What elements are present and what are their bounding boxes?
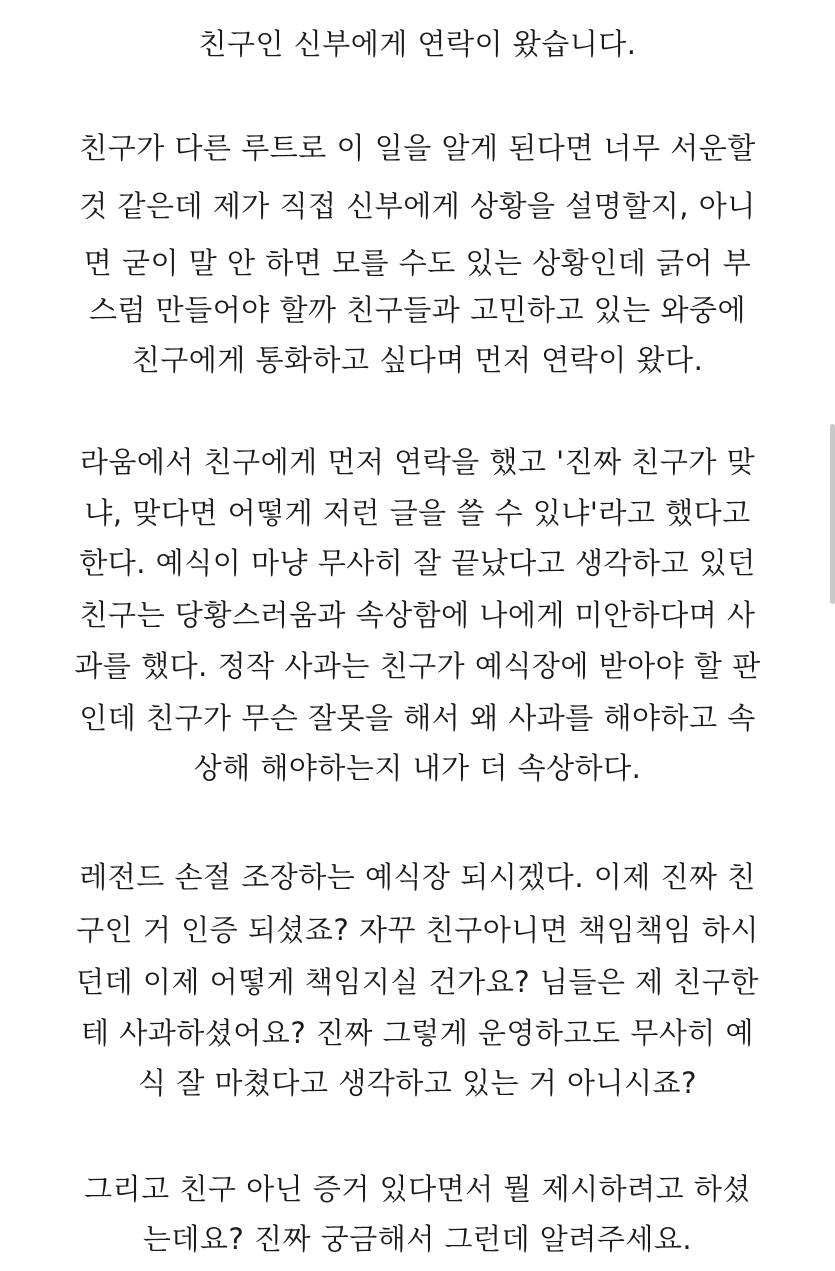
text-line: 테 사과하셨어요? 진짜 그렇게 운영하고도 무사히 예 (81, 1016, 754, 1050)
text-line: 레전드 손절 조장하는 예식장 되시겠다. 이제 진짜 친 (79, 860, 756, 894)
text-line: 과를 했다. 정작 사과는 친구가 예식장에 받아야 할 판 (74, 649, 761, 683)
text-line: 그리고 친구 아닌 증거 있다면서 뭘 제시하려고 하셨 (84, 1172, 751, 1206)
text-line: 친구에게 통화하고 싶다며 먼저 연락이 왔다. (131, 343, 704, 377)
text-line: 친구는 당황스러움과 속상함에 나에게 미안하다며 사 (79, 598, 756, 632)
text-line: 스럼 만들어야 할까 친구들과 고민하고 있는 와중에 (88, 293, 747, 327)
text-line: 냐, 맞다면 어떻게 저런 글을 쓸 수 있냐'라고 했다고 (84, 496, 751, 530)
text-line: 라움에서 친구에게 먼저 연락을 했고 '진짜 친구가 맞 (79, 445, 756, 479)
text-line: 식 잘 마쳤다고 생각하고 있는 거 아니시죠? (138, 1066, 697, 1100)
text-line: 것 같은데 제가 직접 신부에게 상황을 설명할지, 아니 (79, 189, 756, 223)
text-line: 한다. 예식이 마냥 무사히 잘 끝났다고 생각하고 있던 (79, 546, 756, 580)
scrollbar-thumb[interactable] (830, 424, 835, 604)
text-line: 상해 해야하는지 내가 더 속상하다. (193, 751, 642, 785)
text-line: 친구인 신부에게 연락이 왔습니다. (198, 27, 637, 61)
text-line: 면 굳이 말 안 하면 모를 수도 있는 상황인데 긁어 부 (83, 246, 752, 280)
text-line: 는데요? 진짜 궁금해서 그런데 알려주세요. (142, 1222, 693, 1256)
text-line: 던데 이제 어떻게 책임지실 건가요? 님들은 제 친구한 (76, 965, 759, 999)
text-line: 친구가 다른 루트로 이 일을 알게 된다면 너무 서운할 (79, 131, 756, 165)
text-line: 인데 친구가 무슨 잘못을 해서 왜 사과를 해야하고 속 (79, 701, 756, 735)
text-line: 구인 거 인증 되셨죠? 자꾸 친구아니면 책임책임 하시 (76, 913, 759, 947)
